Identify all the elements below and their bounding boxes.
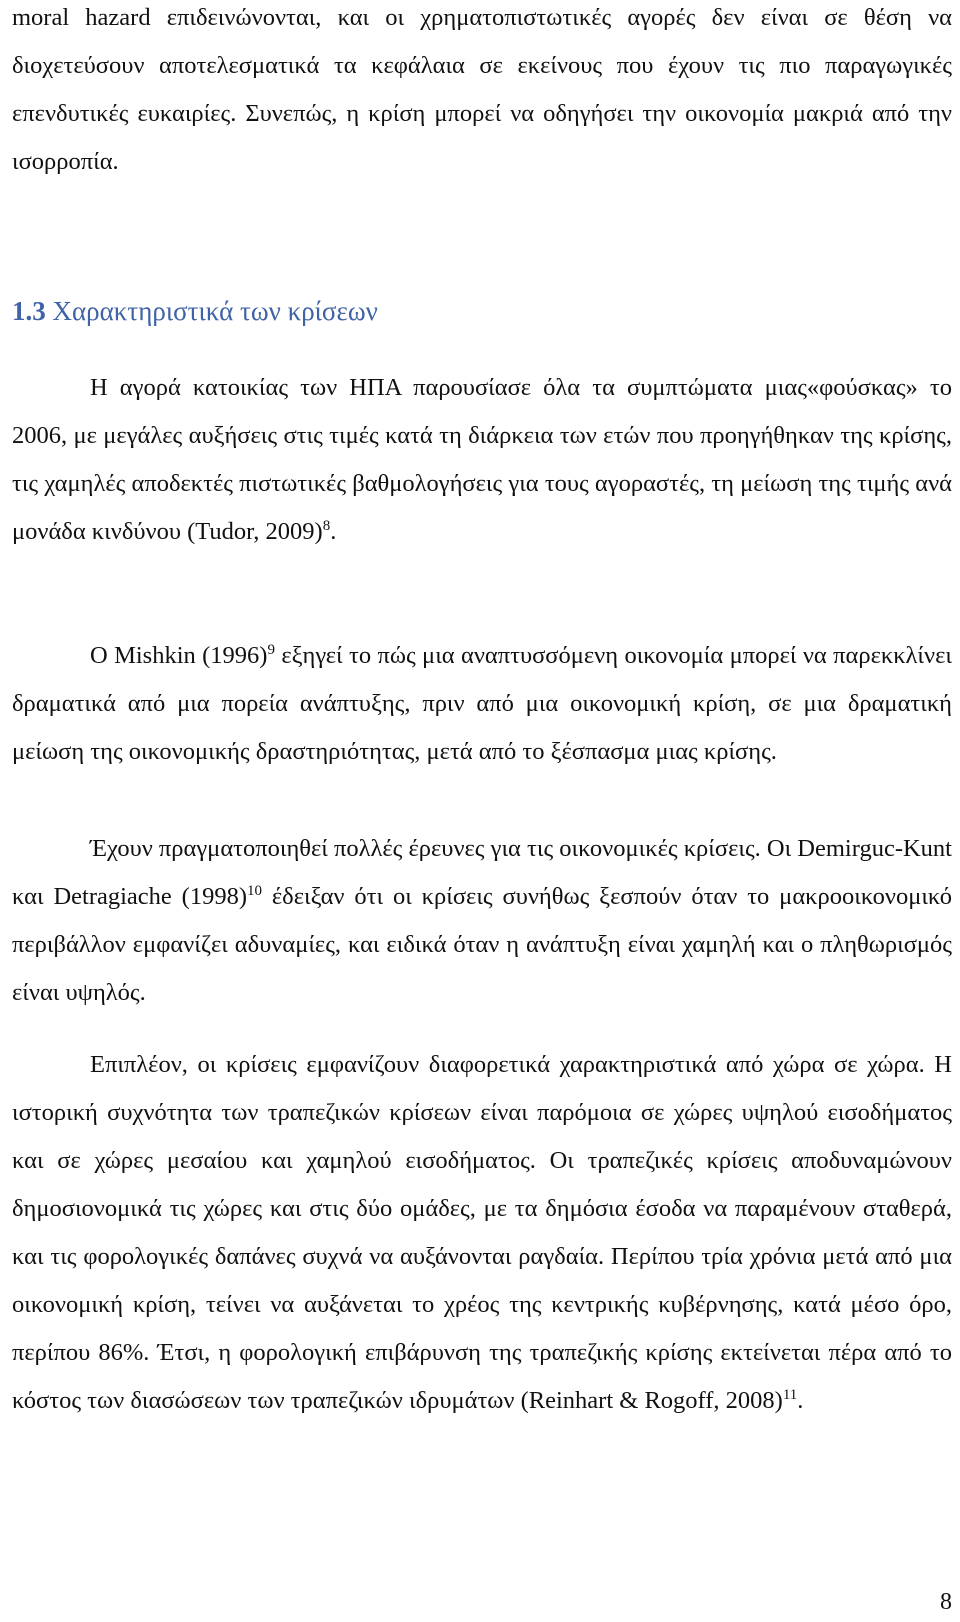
page-number: 8: [940, 1589, 952, 1615]
paragraph-country-differences: Επιπλέον, οι κρίσεις εμφανίζουν διαφορετικά χαρακτηριστικά από χώρα σε χώρα. Η ιστορική συχνότητα των τραπεζικών κρίσεων είναι παρόμοια σε χώρες υψηλού εισοδήματος και σε χώρες μεσαίου και χαμηλού εισοδήματος. Οι τραπεζικές κρίσεις αποδυναμώνουν δημοσιονομικά τις χώρες και στις δύο ομάδες, με τα δημόσια έσοδα να παραμένουν σταθερά, και τις φορολογικές δαπάνες συχνά να αυξάνονται ραγδαία. Περίπου τρία χρόνια μετά από μια οικονομική κρίση, τείνει να αυξάνεται το χρέος της κεντρικής κυβέρνησης, κατά μέσο όρο, περίπου 86%. Έτσι, η φορολογική επιβάρυνση της τραπεζικής κρίσης εκτείνεται πέρα από το κόστος των διασώσεων των τραπεζικών ιδρυμάτων (Reinhart & Rogoff, 2008)$^{11}$.: [12, 1051, 952, 1414]
section-number: 1.3: [12, 296, 46, 326]
section-heading: [12, 291, 378, 331]
paragraph-text: Έχουν πραγματοποιηθεί πολλές έρευνες για τις οικονομικές κρίσεις. Οι Demirguc-Kunt και Detragiache (1998): [12, 835, 952, 910]
paragraph-text: Η αγορά κατοικίας των ΗΠΑ παρουσίασε όλα τα συμπτώματα μιας«φούσκας» το 2006, με μεγάλες αυξήσεις στις τιμές κατά τη διάρκεια των ετών που προηγήθηκαν της κρίσης, τις χαμηλές αποδεκτές πιστωτικές βαθμολογήσεις για τους αγοραστές, τη μείωση της τιμής ανά μονάδα κινδύνου (Tudor, 2009): [12, 374, 952, 545]
paragraph-research: Έχουν πραγματοποιηθεί πολλές έρευνες για τις οικονομικές κρίσεις. Οι Demirguc-Kunt και Detragiache $(1998)^{10}$ έδειξαν ότι οι κρίσεις συνήθως ξεσπούν όταν το μακροοικονομικό περιβάλλον εμφανίζει αδυναμίες, και ειδικά όταν η ανάπτυξη είναι χαμηλή και ο πληθωρισμός είναι υψηλός.: [12, 835, 952, 1006]
paragraph-mishkin: Ο Mishkin $(1996)^9$ εξηγεί το πώς μια αναπτυσσόμενη οικονομία μπορεί να παρεκκλίνει δραματικά από μια πορεία ανάπτυξης, πριν από μια οικονομική κρίση, σε μια δραματική μείωση της οικονομικής δραστηριότητας, μετά από το ξέσπασμα μιας κρίσης.: [12, 641, 952, 765]
footnote-ref: 10: [246, 882, 262, 899]
paragraph-housing-bubble: Η αγορά κατοικίας των ΗΠΑ παρουσίασε όλα τα συμπτώματα μιας«φούσκας» το 2006, με μεγάλες αυξήσεις στις τιμές κατά τη διάρκεια των ετών που προηγήθηκαν της κρίσης, τις χαμηλές αποδεκτές πιστωτικές βαθμολογήσεις για τους αγοραστές, τη μείωση της τιμής ανά μονάδα κινδύνου (Tudor, 2009)$^8$.: [12, 374, 952, 545]
footnote-ref: 8: [322, 517, 331, 534]
footnote-ref: 11: [782, 1386, 798, 1403]
paragraph-text: Ο Mishkin (1996): [90, 642, 268, 669]
paragraph-text: Επιπλέον, οι κρίσεις εμφανίζουν διαφορετικά χαρακτηριστικά από χώρα σε χώρα. Η ιστορική συχνότητα των τραπεζικών κρίσεων είναι παρόμοια σε χώρες υψηλού εισοδήματος και σε χώρες μεσαίου και χαμηλού εισοδήματος. Οι τραπεζικές κρίσεις αποδυναμώνουν δημοσιονομικά τις χώρες και στις δύο ομάδες, με τα δημόσια έσοδα να παραμένουν σταθερά, και τις φορολογικές δαπάνες συχνά να αυξάνονται ραγδαία. Περίπου τρία χρόνια μετά από μια οικονομική κρίση, τείνει να αυξάνεται το χρέος της κεντρικής κυβέρνησης, κατά μέσο όρο, περίπου 86%. Έτσι, η φορολογική επιβάρυνση της τραπεζικής κρίσης εκτείνεται πέρα από το κόστος των διασώσεων των τραπεζικών ιδρυμάτων (Reinhart & Rogoff, 2008): [12, 1051, 952, 1414]
intro-paragraph-text: moral hazard επιδεινώνονται, και οι χρηματοπιστωτικές αγορές δεν είναι σε θέση να διοχετεύσουν αποτελεσματικά τα κεφάλαια σε εκείνους που έχουν τις πιο παραγωγικές επενδυτικές ευκαιρίες. Συνεπώς, η κρίση μπορεί να οδηγήσει την οικονομία μακριά από την ισορροπία.: [12, 4, 952, 175]
footnote-ref: 9: [267, 641, 275, 658]
intro-paragraph: [12, 0, 952, 186]
section-title: Χαρακτηριστικά των κρίσεων: [52, 296, 378, 326]
